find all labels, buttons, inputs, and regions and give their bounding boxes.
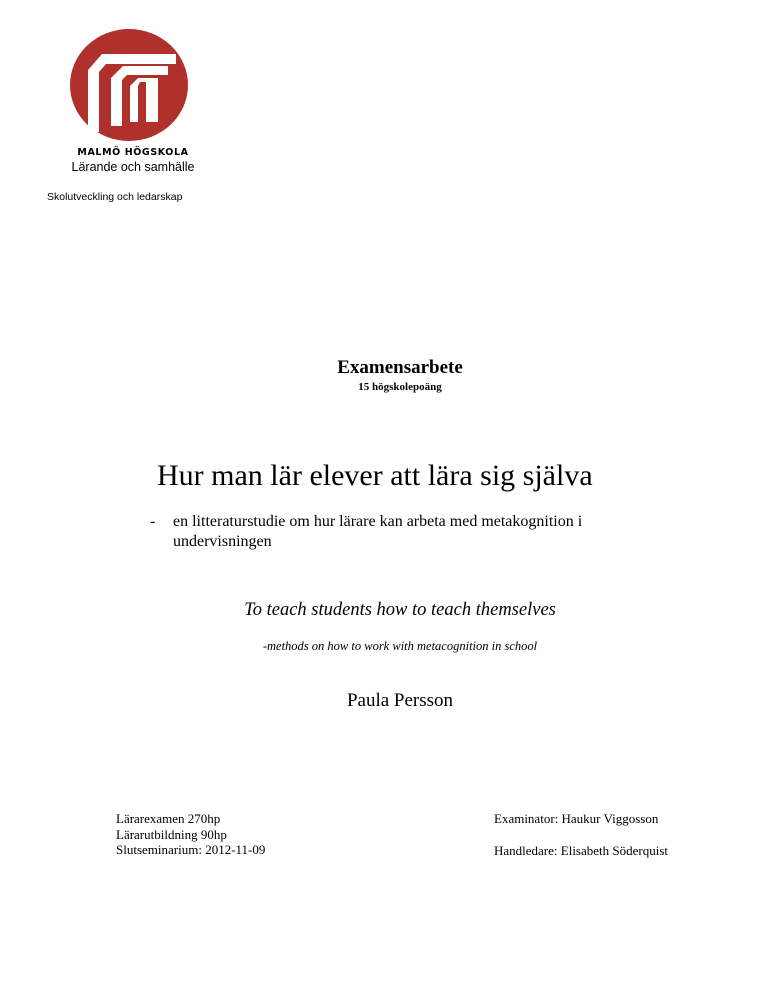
institution-name: MALMÖ HÖGSKOLA [77, 147, 189, 158]
logo-right-pillar [146, 80, 158, 122]
exam-type-title: Examensarbete [337, 357, 463, 378]
logo-circle [70, 29, 188, 141]
seminar-line: Slutseminarium: 2012-11-09 [116, 842, 266, 857]
supervision-details [494, 811, 668, 858]
examiner-line: Examinator: Haukur Viggosson [494, 811, 659, 826]
thesis-title: Hur man lär elever att lära sig själva [157, 459, 593, 492]
supervisor-line: Handledare: Elisabeth Söderquist [494, 842, 669, 858]
subtitle-text: en litteraturstudie om hur lärare kan arbeta med metakognition i undervisningen [173, 513, 583, 550]
education-line: Lärarutbildning 90hp [116, 826, 227, 842]
university-logo [66, 28, 192, 142]
english-subtitle: -methods on how to work with metacognition in school [262, 639, 538, 653]
program-name: Skolutveckling och ledarskap [47, 191, 183, 203]
subtitle-dash: - [150, 513, 156, 530]
exam-credits: 15 högskolepoäng [358, 381, 442, 393]
logo-left-pillar [130, 86, 138, 122]
english-title: To teach students how to teach themselves [244, 600, 556, 620]
author-name: Paula Persson [346, 690, 454, 711]
degree-line: Lärarexamen 270hp [116, 811, 221, 826]
faculty-name: Lärande och samhälle [71, 160, 195, 174]
degree-details [116, 811, 265, 858]
